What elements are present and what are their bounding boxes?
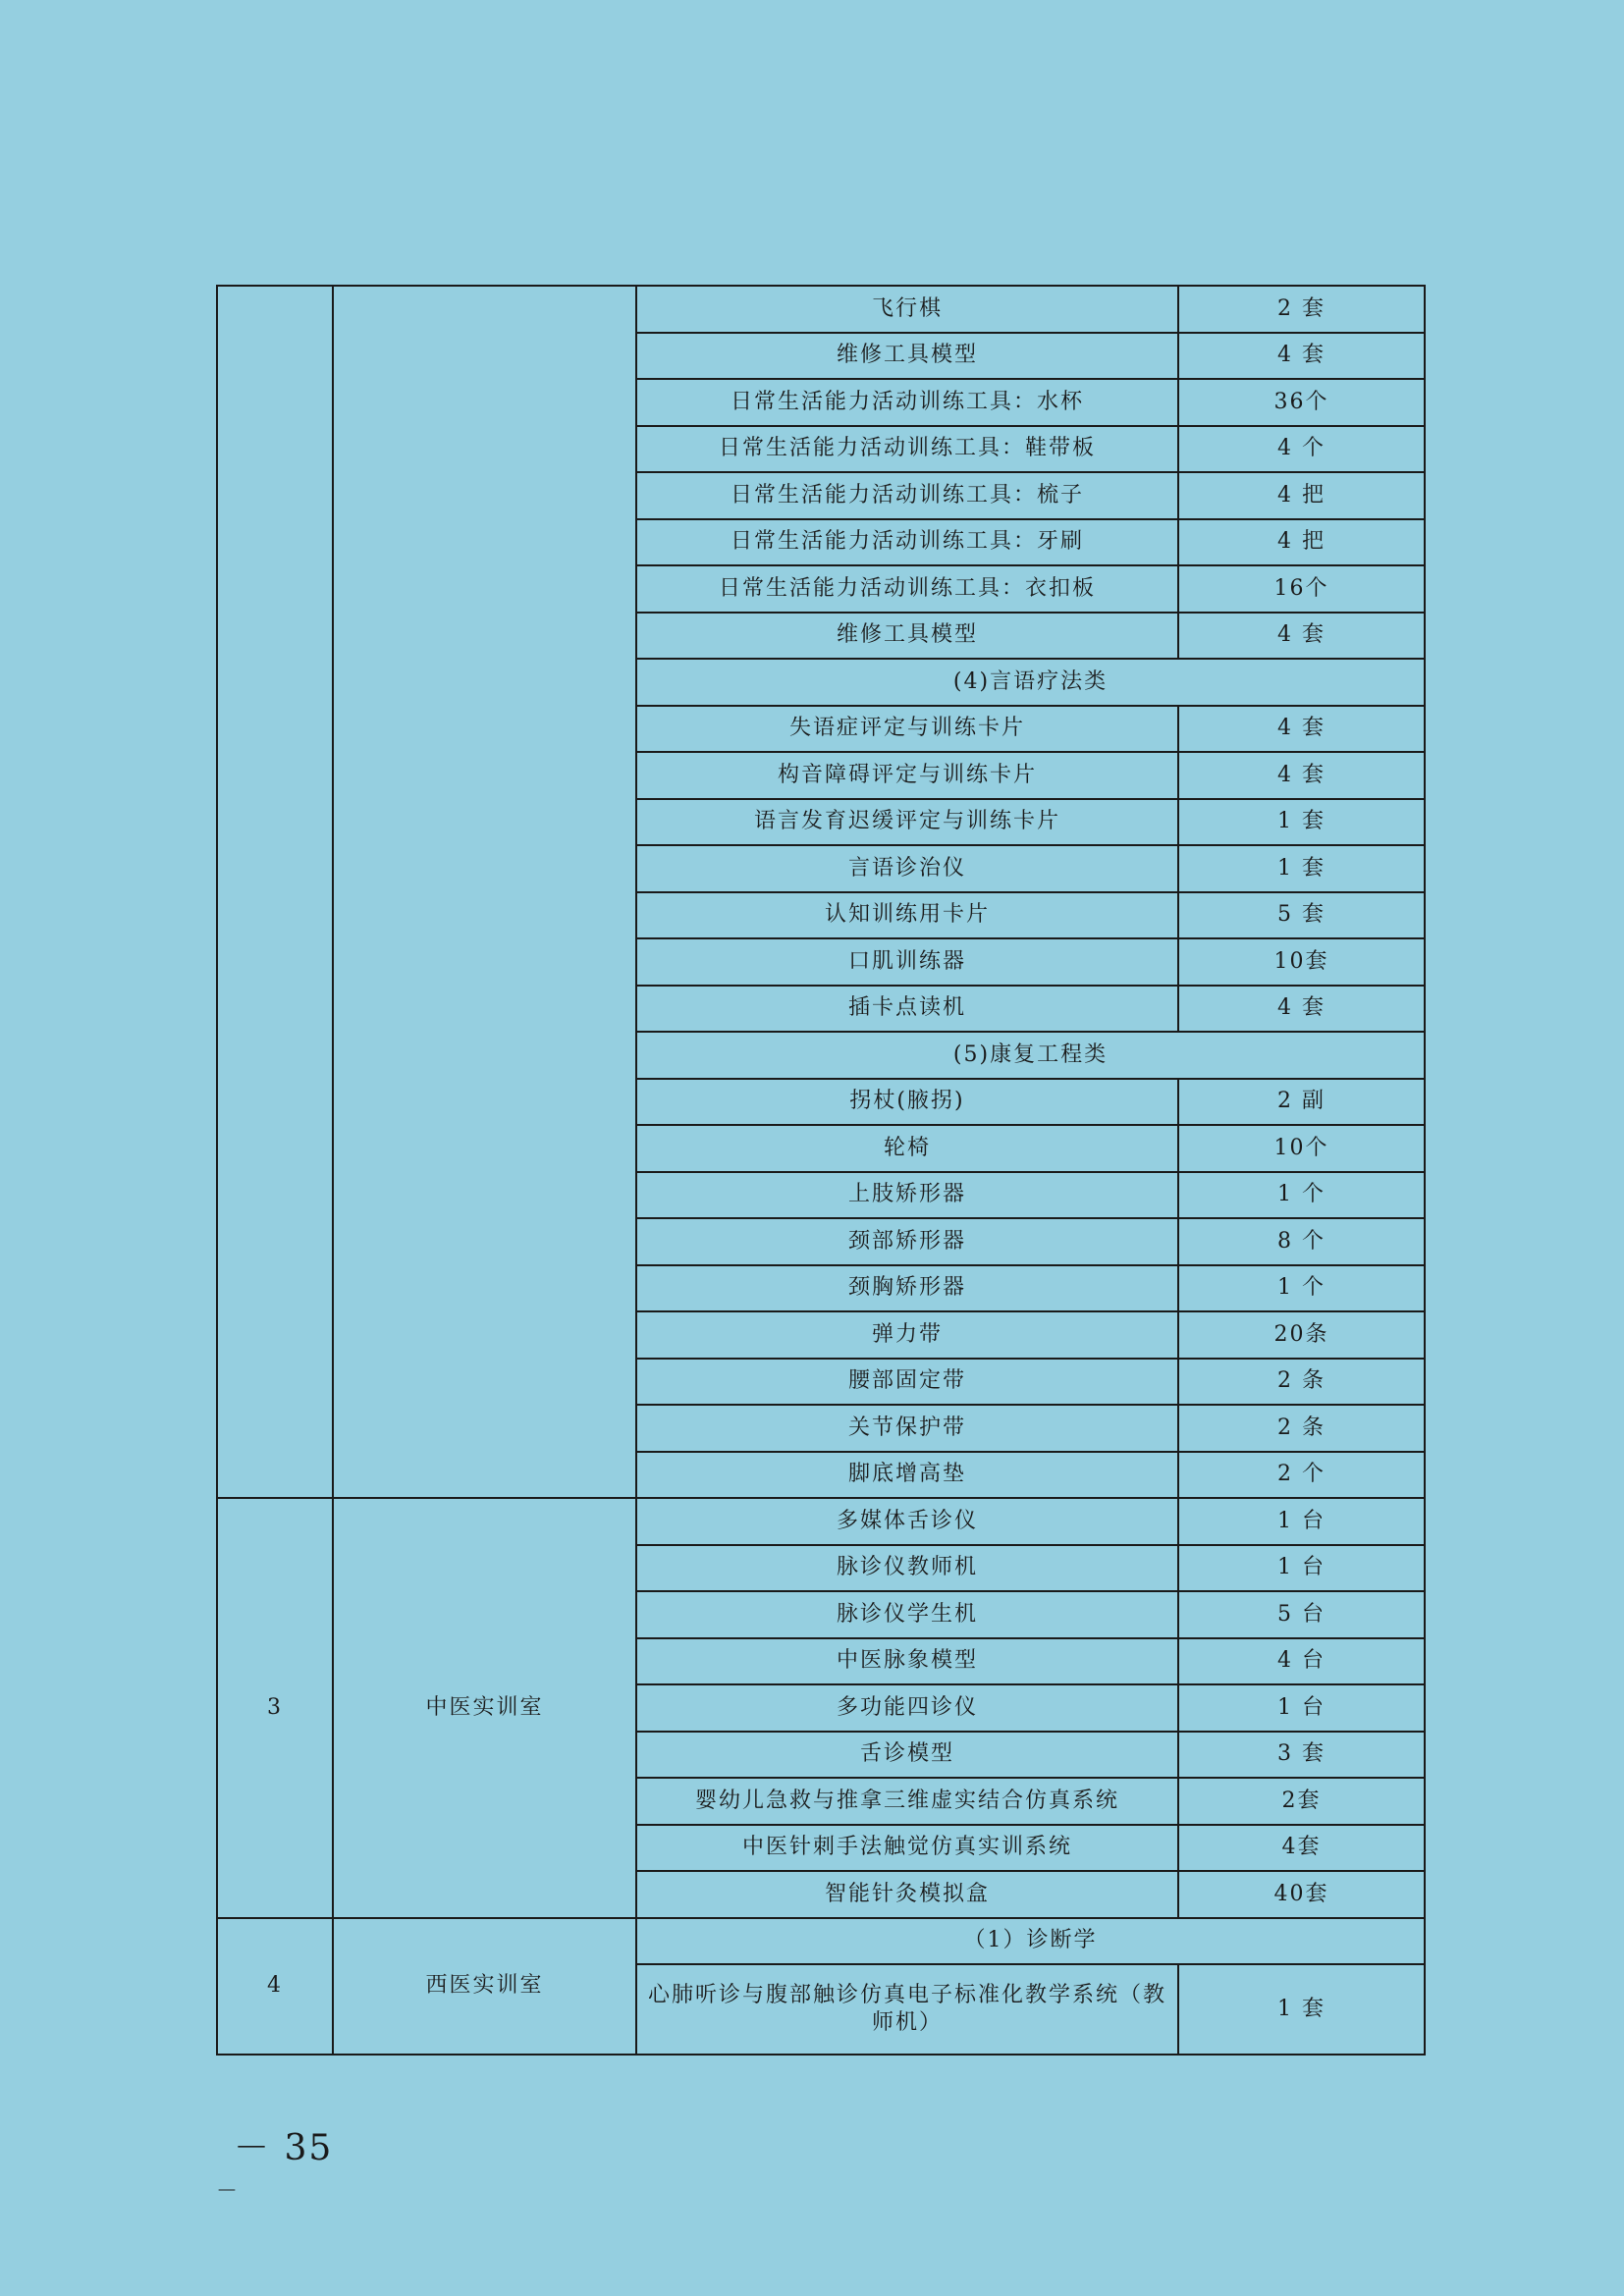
quantity-cell: 4 套 — [1178, 613, 1425, 660]
equipment-name-cell: 日常生活能力活动训练工具：水杯 — [636, 379, 1178, 426]
quantity-cell: 2 条 — [1178, 1359, 1425, 1406]
quantity-cell: 10个 — [1178, 1125, 1425, 1172]
room-cell: 中医实训室 — [333, 1498, 636, 1918]
equipment-name-cell: 脉诊仪学生机 — [636, 1591, 1178, 1638]
quantity-cell: 20条 — [1178, 1311, 1425, 1359]
quantity-cell: 1 台 — [1178, 1684, 1425, 1732]
equipment-name-cell: 多功能四诊仪 — [636, 1684, 1178, 1732]
quantity-cell: 1 个 — [1178, 1265, 1425, 1312]
equipment-name-cell: 拐杖(腋拐) — [636, 1079, 1178, 1126]
equipment-name-cell: 日常生活能力活动训练工具：牙刷 — [636, 519, 1178, 566]
quantity-cell: 2 副 — [1178, 1079, 1425, 1126]
quantity-cell: 1 套 — [1178, 1964, 1425, 2055]
equipment-name-cell: 日常生活能力活动训练工具：衣扣板 — [636, 565, 1178, 613]
equipment-name-cell: 口肌训练器 — [636, 938, 1178, 986]
equipment-name-cell: 弹力带 — [636, 1311, 1178, 1359]
equipment-name-cell: 关节保护带 — [636, 1405, 1178, 1452]
equipment-name-cell: 轮椅 — [636, 1125, 1178, 1172]
quantity-cell: 1 台 — [1178, 1498, 1425, 1545]
equipment-name-cell: 日常生活能力活动训练工具：鞋带板 — [636, 426, 1178, 473]
equipment-name-cell: 维修工具模型 — [636, 613, 1178, 660]
quantity-cell: 1 套 — [1178, 845, 1425, 892]
table-row — [217, 1498, 1425, 1545]
equipment-name-cell: 插卡点读机 — [636, 986, 1178, 1033]
quantity-cell: 4 套 — [1178, 706, 1425, 753]
equipment-name-cell: 飞行棋 — [636, 286, 1178, 333]
equipment-name-cell: 言语诊治仪 — [636, 845, 1178, 892]
quantity-cell: 4 套 — [1178, 333, 1425, 380]
equipment-name-cell: 智能针灸模拟盒 — [636, 1871, 1178, 1918]
category-row — [217, 1918, 1425, 1965]
equipment-name-cell: 语言发育迟缓评定与训练卡片 — [636, 799, 1178, 846]
equipment-name-cell: 舌诊模型 — [636, 1732, 1178, 1779]
room-cell: 西医实训室 — [333, 1918, 636, 2056]
quantity-cell: 5 台 — [1178, 1591, 1425, 1638]
quantity-cell: 5 套 — [1178, 892, 1425, 939]
equipment-name-cell: 中医脉象模型 — [636, 1638, 1178, 1685]
quantity-cell: 4 套 — [1178, 752, 1425, 799]
quantity-cell: 2 套 — [1178, 286, 1425, 333]
equipment-name-cell: 脚底增高垫 — [636, 1452, 1178, 1499]
equipment-name-cell: 中医针刺手法触觉仿真实训系统 — [636, 1825, 1178, 1872]
category-cell: （1）诊断学 — [636, 1918, 1425, 1965]
quantity-cell: 2套 — [1178, 1778, 1425, 1825]
quantity-cell: 36个 — [1178, 379, 1425, 426]
quantity-cell: 2 条 — [1178, 1405, 1425, 1452]
quantity-cell: 10套 — [1178, 938, 1425, 986]
page-footer-dash: － — [216, 2179, 239, 2204]
quantity-cell: 40套 — [1178, 1871, 1425, 1918]
page-number: － 35 — [234, 2128, 334, 2168]
equipment-name-cell: 上肢矫形器 — [636, 1172, 1178, 1219]
equipment-name-cell: 颈胸矫形器 — [636, 1265, 1178, 1312]
category-cell: (5)康复工程类 — [636, 1032, 1425, 1079]
quantity-cell: 1 台 — [1178, 1545, 1425, 1592]
category-cell: (4)言语疗法类 — [636, 659, 1425, 706]
equipment-name-cell: 认知训练用卡片 — [636, 892, 1178, 939]
equipment-name-cell: 婴幼儿急救与推拿三维虚实结合仿真系统 — [636, 1778, 1178, 1825]
quantity-cell: 4 台 — [1178, 1638, 1425, 1685]
quantity-cell: 1 套 — [1178, 799, 1425, 846]
quantity-cell: 4 把 — [1178, 519, 1425, 566]
quantity-cell: 4 套 — [1178, 986, 1425, 1033]
equipment-name-cell: 脉诊仪教师机 — [636, 1545, 1178, 1592]
quantity-cell: 4 个 — [1178, 426, 1425, 473]
number-cell: 4 — [217, 1918, 333, 2056]
equipment-name-cell: 心肺听诊与腹部触诊仿真电子标准化教学系统（教师机） — [636, 1964, 1178, 2055]
quantity-cell: 3 套 — [1178, 1732, 1425, 1779]
equipment-name-cell: 失语症评定与训练卡片 — [636, 706, 1178, 753]
table-row — [217, 286, 1425, 333]
equipment-name-cell: 腰部固定带 — [636, 1359, 1178, 1406]
number-cell: 3 — [217, 1498, 333, 1918]
equipment-name-cell: 颈部矫形器 — [636, 1218, 1178, 1265]
room-cell — [333, 286, 636, 1498]
equipment-table-body — [217, 286, 1425, 2055]
quantity-cell: 2 个 — [1178, 1452, 1425, 1499]
equipment-name-cell: 维修工具模型 — [636, 333, 1178, 380]
quantity-cell: 16个 — [1178, 565, 1425, 613]
equipment-name-cell: 多媒体舌诊仪 — [636, 1498, 1178, 1545]
equipment-name-cell: 构音障碍评定与训练卡片 — [636, 752, 1178, 799]
quantity-cell: 4 把 — [1178, 472, 1425, 519]
quantity-cell: 8 个 — [1178, 1218, 1425, 1265]
quantity-cell: 1 个 — [1178, 1172, 1425, 1219]
equipment-table — [216, 285, 1426, 2056]
quantity-cell: 4套 — [1178, 1825, 1425, 1872]
equipment-name-cell: 日常生活能力活动训练工具：梳子 — [636, 472, 1178, 519]
number-cell — [217, 286, 333, 1498]
